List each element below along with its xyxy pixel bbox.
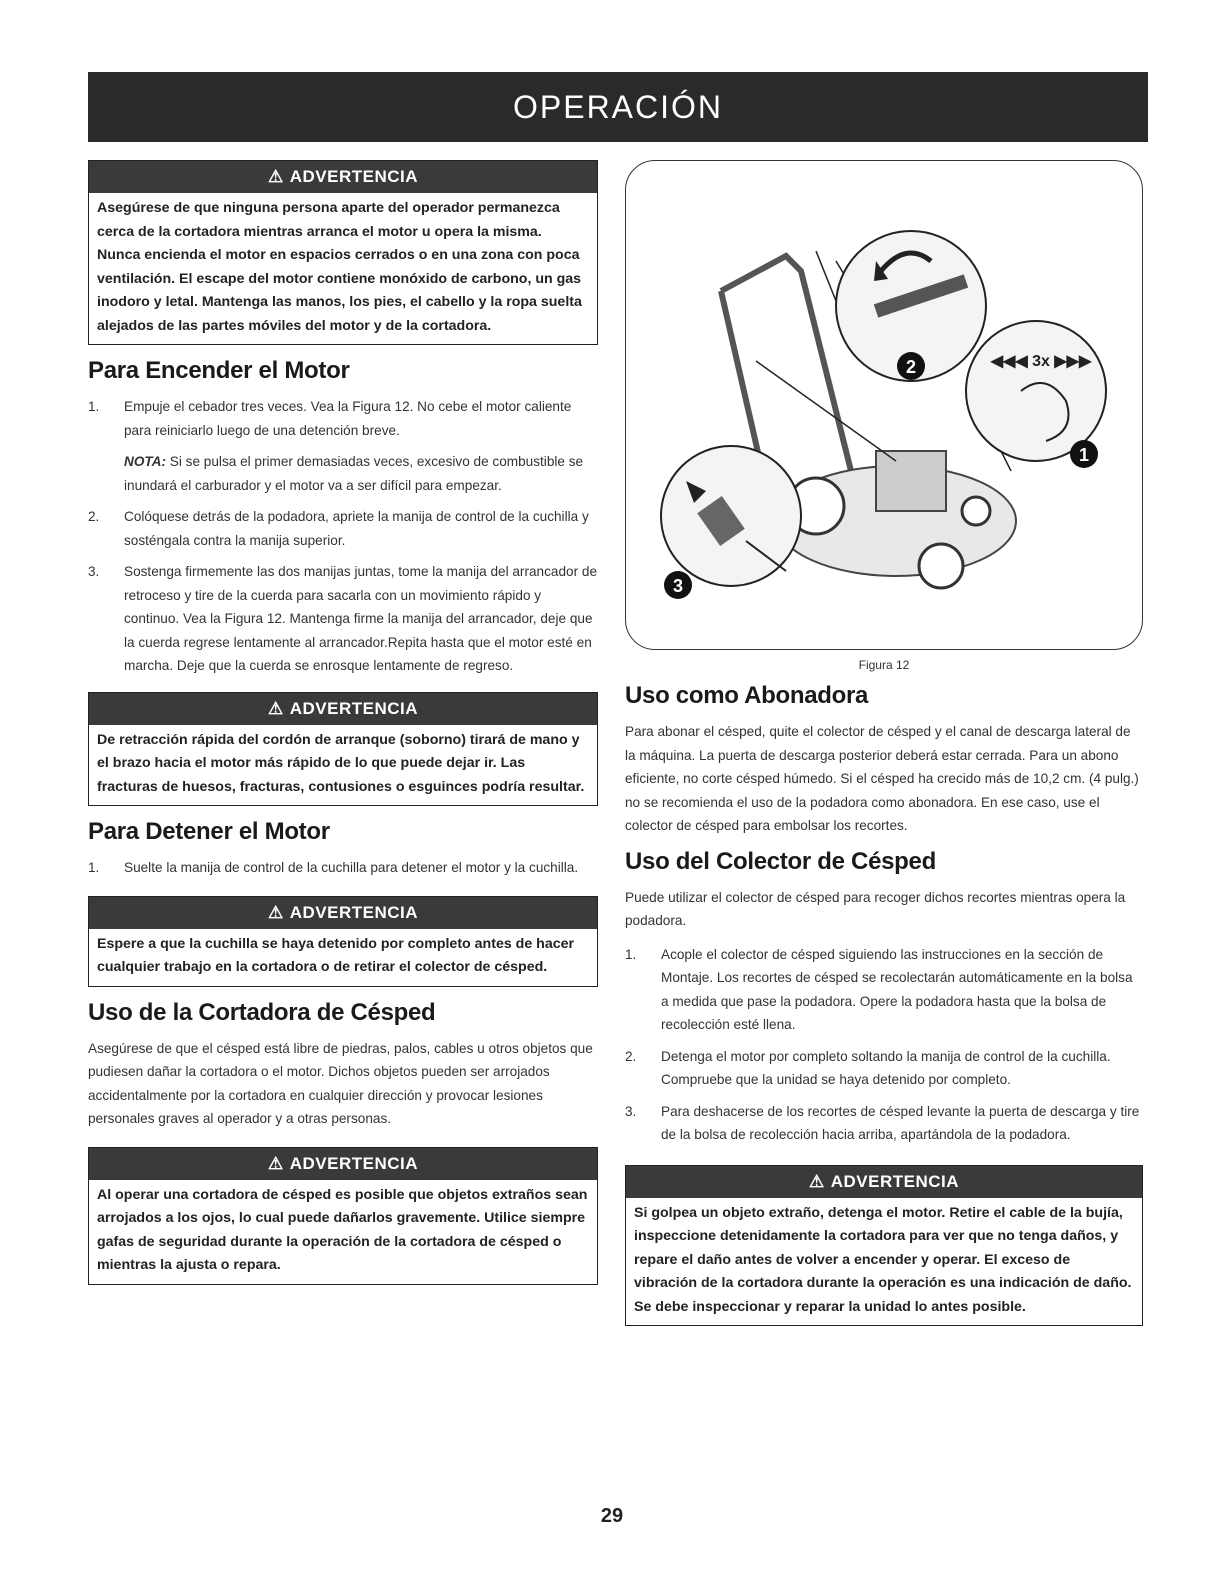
item-text: Empuje el cebador tres veces. Vea la Figura 12. No cebe el motor caliente para reiniciarlo luego de una detención breve.: [124, 399, 572, 438]
heading-grass-catcher: Uso del Colector de Césped: [625, 847, 936, 875]
item-text: Acople el colector de césped siguiendo las instrucciones en la sección de Montaje. Los recortes de césped se recolectarán automáticamente en la bolsa a medida que pase la podadora. Opere la podadora hasta que la bolsa de recolección esté llena.: [661, 946, 1133, 1032]
warning-label: ADVERTENCIA: [289, 167, 419, 186]
item-text: Para deshacerse de los recortes de césped levante la puerta de descarga y tire de la bolsa de recolección hacia arriba, apartándola de la podadora.: [661, 1103, 1140, 1142]
primer-detail: [966, 321, 1106, 461]
item-text: Detenga el motor por completo soltando la manija de control de la cuchilla. Compruebe que la unidad se haya detenido por completo.: [661, 1048, 1111, 1087]
item-number: 1.: [88, 860, 100, 875]
warning-triangle-icon: ⚠: [267, 698, 284, 718]
heading-start-engine: Para Encender el Motor: [88, 357, 350, 384]
warning-label: ADVERTENCIA: [830, 1171, 960, 1191]
warning-triangle-icon: ⚠: [267, 902, 284, 922]
svg-text:1: 1: [1078, 445, 1090, 465]
bag-steps: [625, 943, 1143, 1147]
item-number: 2.: [625, 1048, 637, 1064]
warning-label: ADVERTENCIA: [289, 1153, 419, 1173]
note: [124, 450, 598, 497]
warning-header: [89, 897, 597, 929]
warning-box: [88, 692, 598, 807]
item-text: Suelte la manija de control de la cuchilla para detener el motor y la cuchilla.: [124, 860, 579, 875]
start-steps: [88, 395, 598, 442]
heading-use-mower: Uso de la Cortadora de Césped: [88, 998, 436, 1026]
warning-box: [88, 1147, 598, 1285]
warning-triangle-icon: ⚠: [808, 1171, 825, 1191]
note-label: NOTA:: [124, 454, 167, 469]
svg-text:2: 2: [905, 357, 917, 377]
figure-12: [625, 160, 1143, 650]
wheel: [962, 497, 990, 525]
warning-triangle-icon: ⚠: [267, 1153, 284, 1173]
svg-text:3: 3: [672, 576, 684, 596]
bag-paragraph: Puede utilizar el colector de césped para recoger dichos recortes mientras opera la podadora.: [625, 889, 1126, 928]
warning-text: Asegúrese de que ninguna persona aparte del operador permanezca cerca de la cortadora mientras arranca el motor u opera la misma. Nunca encienda el motor en espacios cerrados o en una zona con poca ventilación. El escape del motor contiene monóxido de carbono, un gas inodoro y letal. Mantenga las manos, los pies, el cabello y la ropa suelta alejados de las partes móviles del motor y de la cortadora.: [97, 200, 582, 334]
warning-text: De retracción rápida del cordón de arranque (soborno) tirará de mano y el brazo hacia el motor más rápido de lo que puede dejar ir. Las fracturas de huesos, fracturas, contusiones o esguinces podría resultar.: [97, 731, 585, 795]
warning-text: Espere a que la cuchilla se haya detenido por completo antes de hacer cualquier trabajo en la cortadora o de retirar el colector de césped.: [97, 935, 575, 975]
list-item: [625, 943, 1143, 1037]
list-item: [625, 1100, 1143, 1147]
warning-text: Si golpea un objeto extraño, detenga el motor. Retire el cable de la bujía, inspeccione detenidamente la cortadora para ver que no tenga daños, y repare el daño antes de volver a encender y operar. El exceso de vibración de la cortadora durante la operación es una indicación de daño. Se debe inspeccionar y reparar la unidad lo antes posible.: [634, 1204, 1132, 1315]
left-column: [88, 160, 598, 1297]
item-text: Sostenga firmemente las dos manijas juntas, tome la manija del arrancador de retroceso y tire de la cuerda para sacarla con un movimiento rápido y continuo. Vea la Figura 12. Mantenga firme la manija del arrancador, deje que la cuerda regrese lentamente al arrancador.Repita hasta que el motor esté en marcha. Deje que la cuerda se enrosque lentamente de regreso.: [124, 564, 598, 673]
item-number: 3.: [88, 564, 100, 579]
wheel: [919, 544, 963, 588]
note-text: Si se pulsa el primer demasiadas veces, excesivo de combustible se inundará el carburador y el motor va a ser difícil para empezar.: [124, 454, 584, 493]
page-number: 29: [600, 1505, 624, 1527]
warning-triangle-icon: ⚠: [267, 167, 284, 186]
section-banner: OPERACIÓN: [88, 72, 1148, 142]
warning-header: [89, 161, 597, 193]
stop-steps: [88, 856, 598, 880]
item-text: Colóquese detrás de la podadora, apriete la manija de control de la cuchilla y sosténgala contra la manija superior.: [124, 509, 589, 548]
list-item: [625, 1045, 1143, 1092]
warning-text: Al operar una cortadora de césped es posible que objetos extraños sean arrojados a los ojos, lo cual puede dañarlos gravemente. Utilice siempre gafas de seguridad durante la operación de la cortadora de césped o mientras la ajusta o repara.: [97, 1186, 588, 1273]
item-number: 1.: [625, 946, 637, 962]
warning-box: [625, 1165, 1143, 1327]
warning-header: [626, 1166, 1142, 1198]
mulch-paragraph: Para abonar el césped, quite el colector de césped y el canal de descarga lateral de la máquina. La puerta de descarga posterior deberá estar cerrada. Para un abono eficiente, no corte césped húmedo. Si el césped ha crecido más de 10,2 cm. (4 pulg.) no se recomienda el uso de la podadora como abonadora. En ese caso, use el colector de césped para embolsar los recortes.: [625, 724, 1139, 833]
heading-mulching: Uso como Abonadora: [625, 682, 869, 709]
primer-count-label: ◀◀◀ 3x ▶▶▶: [990, 353, 1092, 370]
list-item: [88, 505, 598, 552]
lawn-mower-illustration: [626, 161, 1143, 649]
list-item: [88, 856, 598, 880]
warning-header: [89, 1148, 597, 1180]
use-paragraph: Asegúrese de que el césped está libre de piedras, palos, cables u otros objetos que pudiesen dañar la cortadora o el motor. Dichos objetos pueden ser arrojados accidentalmente por la cortadora en cualquier dirección y provocar lesiones personales graves al operador y a otras personas.: [88, 1040, 593, 1126]
list-item: [88, 560, 598, 678]
warning-box: [88, 160, 598, 345]
right-column: [625, 160, 1143, 1338]
start-steps-continued: [88, 505, 598, 678]
warning-box: [88, 896, 598, 987]
warning-header: [89, 693, 597, 725]
warning-label: ADVERTENCIA: [289, 902, 419, 922]
figure-caption: Figura 12: [858, 658, 910, 672]
heading-stop-engine: Para Detener el Motor: [88, 818, 330, 845]
warning-label: ADVERTENCIA: [289, 698, 419, 718]
item-number: 1.: [88, 399, 100, 414]
item-number: 2.: [88, 509, 100, 524]
item-number: 3.: [625, 1103, 637, 1119]
list-item: [88, 395, 598, 442]
engine: [876, 451, 946, 511]
